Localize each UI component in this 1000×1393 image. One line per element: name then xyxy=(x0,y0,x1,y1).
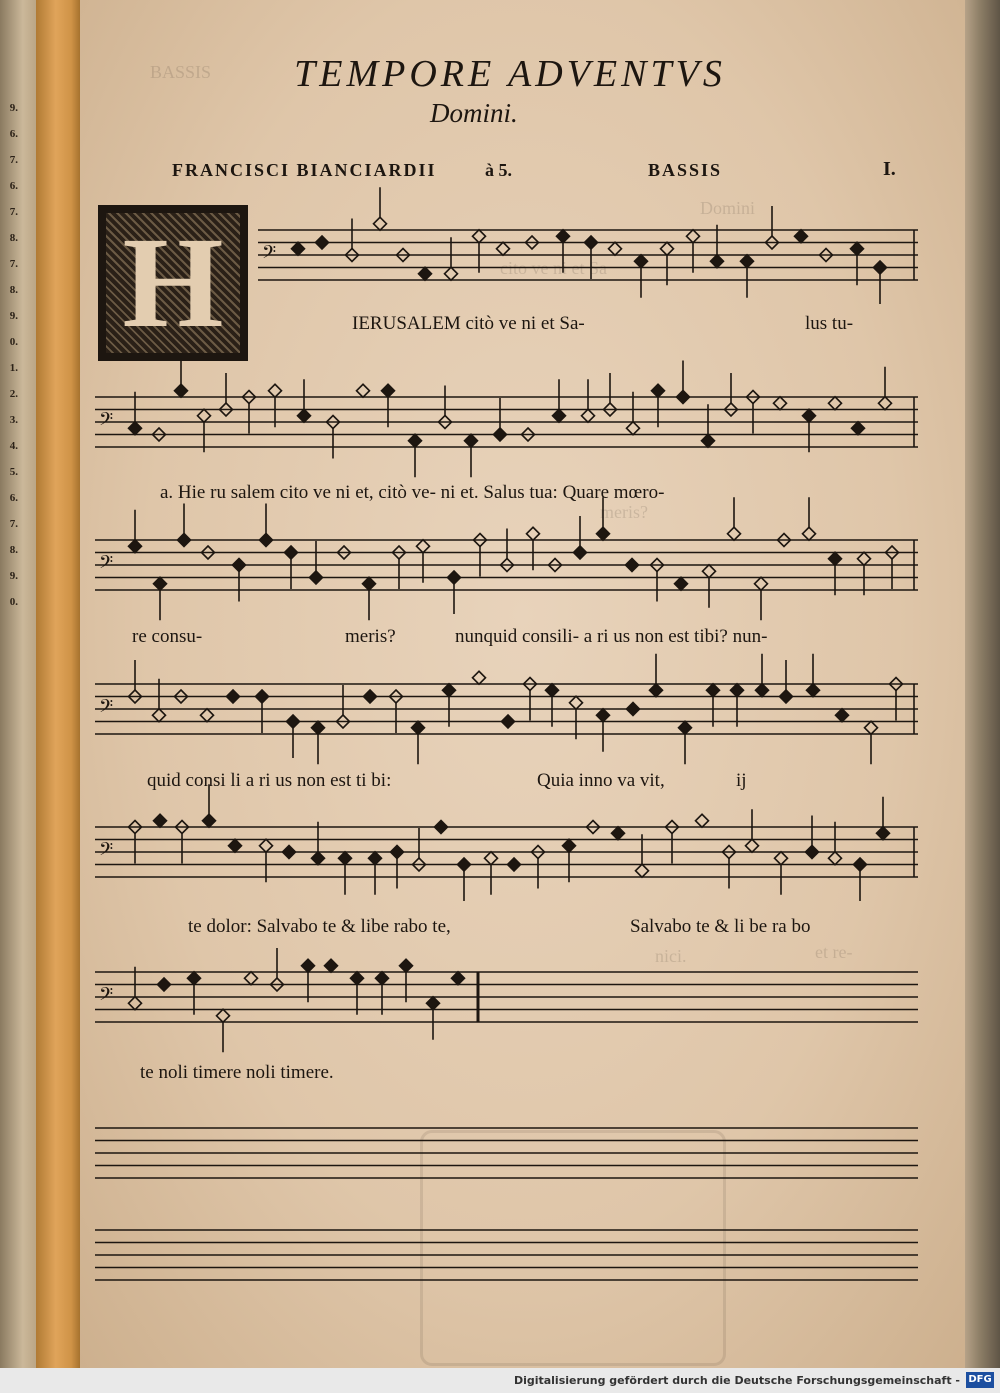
bleed-through-ornament xyxy=(420,1130,726,1366)
page-number: I. xyxy=(883,158,896,180)
bleed-through-text: Domini xyxy=(700,198,756,218)
lyric-fragment: lus tu- xyxy=(805,313,854,334)
margin-number: 6. xyxy=(9,128,18,140)
voicing-label: à 5. xyxy=(485,160,512,180)
lyric-fragment: quid consi li a ri us non est ti bi: xyxy=(147,770,392,791)
clef-icon: 𝄢 xyxy=(99,552,114,578)
margin-number: 0. xyxy=(9,336,18,348)
lyric-fragment: te dolor: Salvabo te & libe rabo te, xyxy=(188,916,451,937)
bleed-through-text: nici. xyxy=(655,946,687,966)
bleed-through-text: cito ve ni et Sa xyxy=(500,258,607,278)
margin-number: 3. xyxy=(9,414,18,426)
margin-number: 4. xyxy=(9,440,18,452)
margin-number: 8. xyxy=(9,232,18,244)
lyric-fragment: re consu- xyxy=(132,626,203,647)
margin-number: 6. xyxy=(9,492,18,504)
margin-number: 9. xyxy=(9,102,18,114)
margin-number: 1. xyxy=(9,362,18,374)
initial-letter: H xyxy=(122,211,224,355)
margin-number: 0. xyxy=(9,596,18,608)
clef-icon: 𝄢 xyxy=(262,242,277,268)
lyric-fragment: Quia inno va vit, xyxy=(537,770,665,791)
bleed-through-text: BASSIS xyxy=(150,62,212,82)
margin-number: 8. xyxy=(9,284,18,296)
decorated-initial xyxy=(98,205,248,361)
margin-number: 7. xyxy=(9,518,18,530)
lyric-fragment: meris? xyxy=(345,626,396,647)
margin-number: 9. xyxy=(9,310,18,322)
page-subtitle: Domini. xyxy=(430,98,518,128)
composer-name: FRANCISCI BIANCIARDII xyxy=(172,160,437,180)
dfg-logo: DFG xyxy=(966,1372,994,1388)
margin-number: 9. xyxy=(9,570,18,582)
lyric-fragment: nunquid consili- a ri us non est tibi? nun- xyxy=(455,626,768,647)
bleed-through-text: et re- xyxy=(815,942,853,962)
previous-page-edge xyxy=(0,0,38,1393)
clef-icon: 𝄢 xyxy=(99,839,114,865)
lyric-fragment: Salvabo te & li be ra bo xyxy=(630,916,811,937)
left-margin-numbers xyxy=(0,95,18,615)
lyric-fragment: te noli timere noli timere. xyxy=(140,1062,334,1083)
clef-icon: 𝄢 xyxy=(99,409,114,435)
margin-number: 7. xyxy=(9,154,18,166)
clef-icon: 𝄢 xyxy=(99,696,114,722)
page-fore-edge xyxy=(965,0,1000,1368)
part-name: BASSIS xyxy=(648,160,723,180)
clef-icon: 𝄢 xyxy=(99,984,114,1010)
margin-number: 6. xyxy=(9,180,18,192)
page-title: TEMPORE ADVENTVS xyxy=(294,53,726,95)
margin-number: 2. xyxy=(9,388,18,400)
lyric-fragment: a. Hie ru salem cito ve ni et, citò ve- ni et. Salus tua: Quare mœro- xyxy=(160,482,665,503)
margin-number: 7. xyxy=(9,258,18,270)
lyric-fragment: ij xyxy=(736,770,747,791)
digitization-credit: Digitalisierung gefördert durch die Deutsche Forschungsgemeinschaft - xyxy=(513,1374,960,1387)
margin-number: 5. xyxy=(9,466,18,478)
lyric-fragment: IERUSALEM citò ve ni et Sa- xyxy=(352,313,585,334)
margin-number: 7. xyxy=(9,206,18,218)
margin-number: 8. xyxy=(9,544,18,556)
book-spine xyxy=(36,0,80,1393)
bleed-through-text: meris? xyxy=(600,502,648,522)
